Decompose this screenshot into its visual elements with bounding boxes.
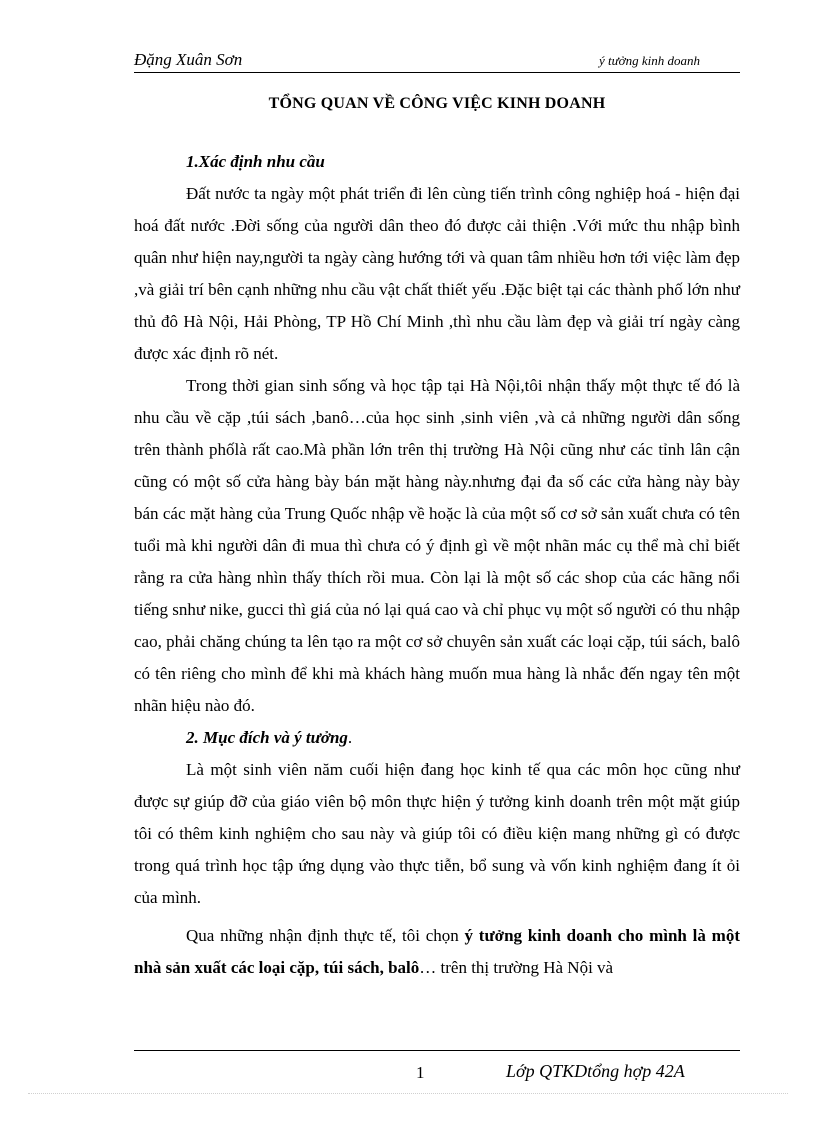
section-1-paragraph-1: Đất nước ta ngày một phát triển đi lên cùng tiến trình công nghiệp hoá - hiện đại hoá đất nước .Đời sống của người dân theo đó được cải thiện .Với mức thu nhập bình quân như hiện nay,người ta ngày càng hướng tới và quan tâm nhiều hơn tới việc làm đẹp ,và giải trí bên cạnh những nhu cầu vật chất thiết yếu .Đặc biệt tại các thành phố lớn như thủ đô Hà Nội, Hải Phòng, TP Hồ Chí Minh ,thì nhu cầu làm đẹp và giải trí ngày càng được xác định rõ nét. <box>134 184 740 363</box>
document-body <box>134 146 740 984</box>
page-header <box>134 50 740 73</box>
page-number: 1 <box>416 1063 425 1082</box>
section-2-heading-line <box>134 722 740 754</box>
section-2-paragraph-2 <box>134 920 740 984</box>
section-1-heading: 1.Xác định nhu cầu <box>186 152 325 171</box>
footer-class-name: Lớp QTKDtổng hợp 42A <box>506 1061 685 1081</box>
section-1-paragraph-2: Trong thời gian sinh sống và học tập tại Hà Nội,tôi nhận thấy một thực tế đó là nhu cầu về cặp ,túi sách ,banô…của học sinh ,sinh viên ,và cả những người dân sống trên thành phốlà rất cao.Mà phần lớn trên thị trường Hà Nội cũng như các tỉnh lân cận cũng có một số cửa hàng bày bán mặt hàng này.nhưng đại đa số các cửa hàng này bày bán các mặt hàng của Trung Quốc nhập về hoặc là của một số cơ sở sản xuất chưa có tên tuổi mà khi người dân đi mua thì chưa có ý định gì về một nhãn mác cụ thể mà chỉ biết rằng ra cửa hàng nhìn thấy thích rồi mua. Còn lại là một số các shop của các hãng nổi tiếng snhư nike, gucci thì giá của nó lại quá cao và chỉ phục vụ một số người có thu nhập cao, phải chăng chúng ta lên tạo ra một cơ sở chuyên sản xuất các loại cặp, túi sách, balô có tên riêng cho mình để khi mà khách hàng muốn mua hàng là nhắc đến ngay tên một nhãn hiệu nào đó. <box>134 376 740 715</box>
page-bottom-divider <box>28 1093 788 1094</box>
page-footer <box>134 1050 740 1081</box>
section-2-paragraph-2-bold: ý tưởng kinh doanh cho mình là một nhà sản xuất các loại cặp, túi sách, balô <box>134 926 740 977</box>
section-2-heading: 2. Mục đích và ý tưởng <box>186 728 348 747</box>
section-2-heading-tail: . <box>347 728 353 747</box>
document-title: TỔNG QUAN VỀ CÔNG VIỆC KINH DOANH <box>268 95 606 112</box>
section-2-paragraph-1: Là một sinh viên năm cuối hiện đang học kinh tế qua các môn học cũng như được sự giúp đỡ của giáo viên bộ môn thực hiện ý tưởng kinh doanh trên một mặt giúp tôi có thêm kinh nghiệm cho sau này và giúp tôi có điều kiện mang những gì có được trong quá trình học tập ứng dụng vào thực tiễn, bổ sung và vốn kinh nghiệm đang ít ỏi của mình. <box>134 760 740 907</box>
section-2-paragraph-2-end: … trên thị trường Hà Nội và <box>419 958 614 977</box>
section-2-paragraph-2-start: Qua những nhận định thực tế, tôi chọn <box>186 926 465 945</box>
header-author: Đặng Xuân Sơn <box>134 50 243 69</box>
header-topic: ý tưởng kinh doanh <box>598 53 700 68</box>
